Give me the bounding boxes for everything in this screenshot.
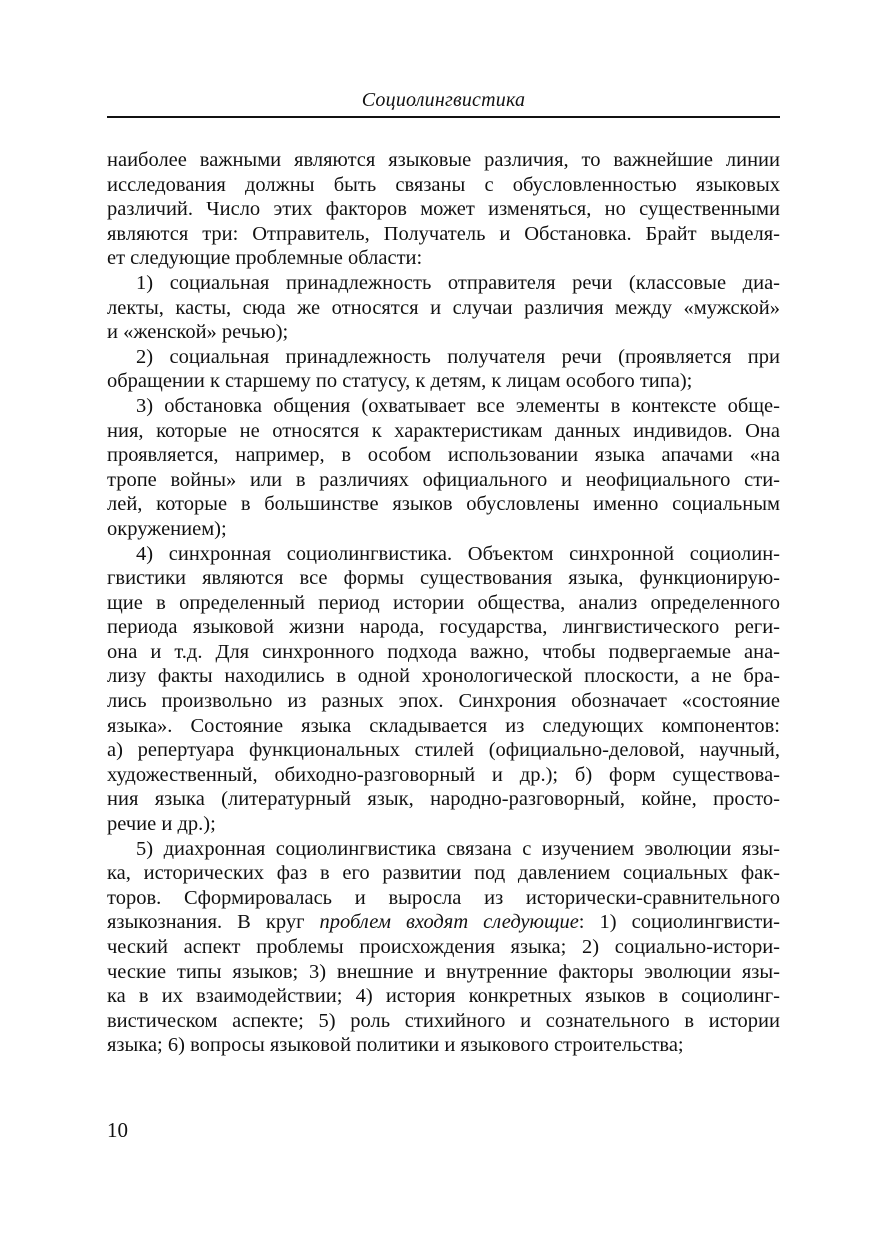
- text-line: ет следующие проблемные области:: [107, 247, 423, 270]
- header-rule: [107, 116, 780, 118]
- running-header: Социолингвистика: [361, 89, 526, 111]
- text-line: 2) социальная принадлежность получателя речи (проявляется при: [136, 345, 780, 368]
- text-line: 3) обстановка общения (охватывает все элементы в контексте обще-: [136, 394, 780, 417]
- text-line: являются три: Отправитель, Получатель и Обстановка. Брайт выделя-: [107, 222, 780, 245]
- text-line: наиболее важными являются языковые различия, то важнейшие линии: [107, 149, 780, 171]
- text-line: проявляется, например, в особом использовании языка апачами «на: [107, 444, 780, 467]
- text-line: лекты, касты, сюда же относятся и случаи различия между «мужской»: [107, 296, 780, 319]
- text-line: тропе войны» или в различиях официального и неофициального сти-: [107, 468, 780, 491]
- text-line: а) репертуара функциональных стилей (официально-деловой, научный,: [107, 739, 780, 762]
- text-line: различий. Число этих факторов может изменяться, но существенными: [107, 198, 780, 221]
- italic-phrase: проблем входят следующие: [319, 911, 579, 934]
- text-line: торов. Сформировалась и выросла из исторически-сравнительного: [107, 886, 780, 909]
- text-line: щие в определенный период истории общества, анализ определенного: [107, 591, 780, 614]
- text-line: обращении к старшему по статусу, к детям, к лицам особого типа);: [107, 370, 693, 393]
- list-item-5: [107, 837, 780, 1058]
- text-line: 1) социальная принадлежность отправителя речи (классовые диа-: [136, 271, 780, 294]
- text-line: окружением);: [107, 517, 227, 540]
- text-line: ния языка (литературный язык, народно-разговорный, койне, просто-: [107, 788, 780, 811]
- text-line: вистическом аспекте; 5) роль стихийного и сознательного в истории: [107, 1009, 780, 1032]
- text-line-mixed: [107, 910, 780, 935]
- text-line: 5) диахронная социолингвистика связана с изучением эволюции язы-: [136, 837, 780, 860]
- list-item-3: [107, 394, 780, 542]
- page-number: 10: [107, 1118, 128, 1142]
- text-line: 4) синхронная социолингвистика. Объектом синхронной социолин-: [136, 542, 780, 565]
- text-line: лись произвольно из разных эпох. Синхрония обозначает «состояние: [107, 690, 780, 713]
- text-segment: языкознания. В круг: [107, 911, 320, 934]
- list-item-2: [107, 345, 780, 394]
- text-line: ка в их взаимодействии; 4) история конкретных языков в социолинг-: [107, 985, 780, 1008]
- text-line: художественный, обиходно-разговорный и др.); б) форм существова-: [107, 763, 780, 786]
- text-line: ческий аспект проблемы происхождения языка; 2) социально-истори-: [107, 936, 780, 958]
- list-item-4: [107, 542, 780, 837]
- text-segment: : 1) социолингвисти-: [578, 911, 780, 934]
- text-line: языка; 6) вопросы языковой политики и языкового строительства;: [107, 1034, 684, 1057]
- text-line: речие и др.);: [107, 813, 216, 836]
- body-text: [107, 148, 780, 1058]
- text-line: гвистики являются все формы существования языка, функционирую-: [107, 567, 780, 590]
- text-line: ния, которые не относятся к характеристикам данных индивидов. Она: [107, 419, 780, 442]
- text-line: исследования должны быть связаны с обусловленностью языковых: [107, 173, 780, 196]
- text-line: и «женской» речью);: [107, 321, 289, 344]
- list-item-1: [107, 271, 780, 345]
- text-line: она и т.д. Для синхронного подхода важно, чтобы подвергаемые ана-: [107, 640, 780, 663]
- text-line: лей, которые в большинстве языков обусловлены именно социальным: [107, 493, 780, 516]
- text-line: языка». Состояние языка складывается из следующих компонентов:: [107, 714, 780, 737]
- paragraph-continuation: [107, 148, 780, 271]
- text-line: лизу факты находились в одной хронологической плоскости, а не бра-: [107, 665, 780, 688]
- text-line: ка, исторических фаз в его развитии под давлением социальных фак-: [107, 862, 780, 885]
- text-line: ческие типы языков; 3) внешние и внутренние факторы эволюции язы-: [107, 960, 780, 983]
- text-line: периода языковой жизни народа, государства, лингвистического реги-: [107, 616, 780, 639]
